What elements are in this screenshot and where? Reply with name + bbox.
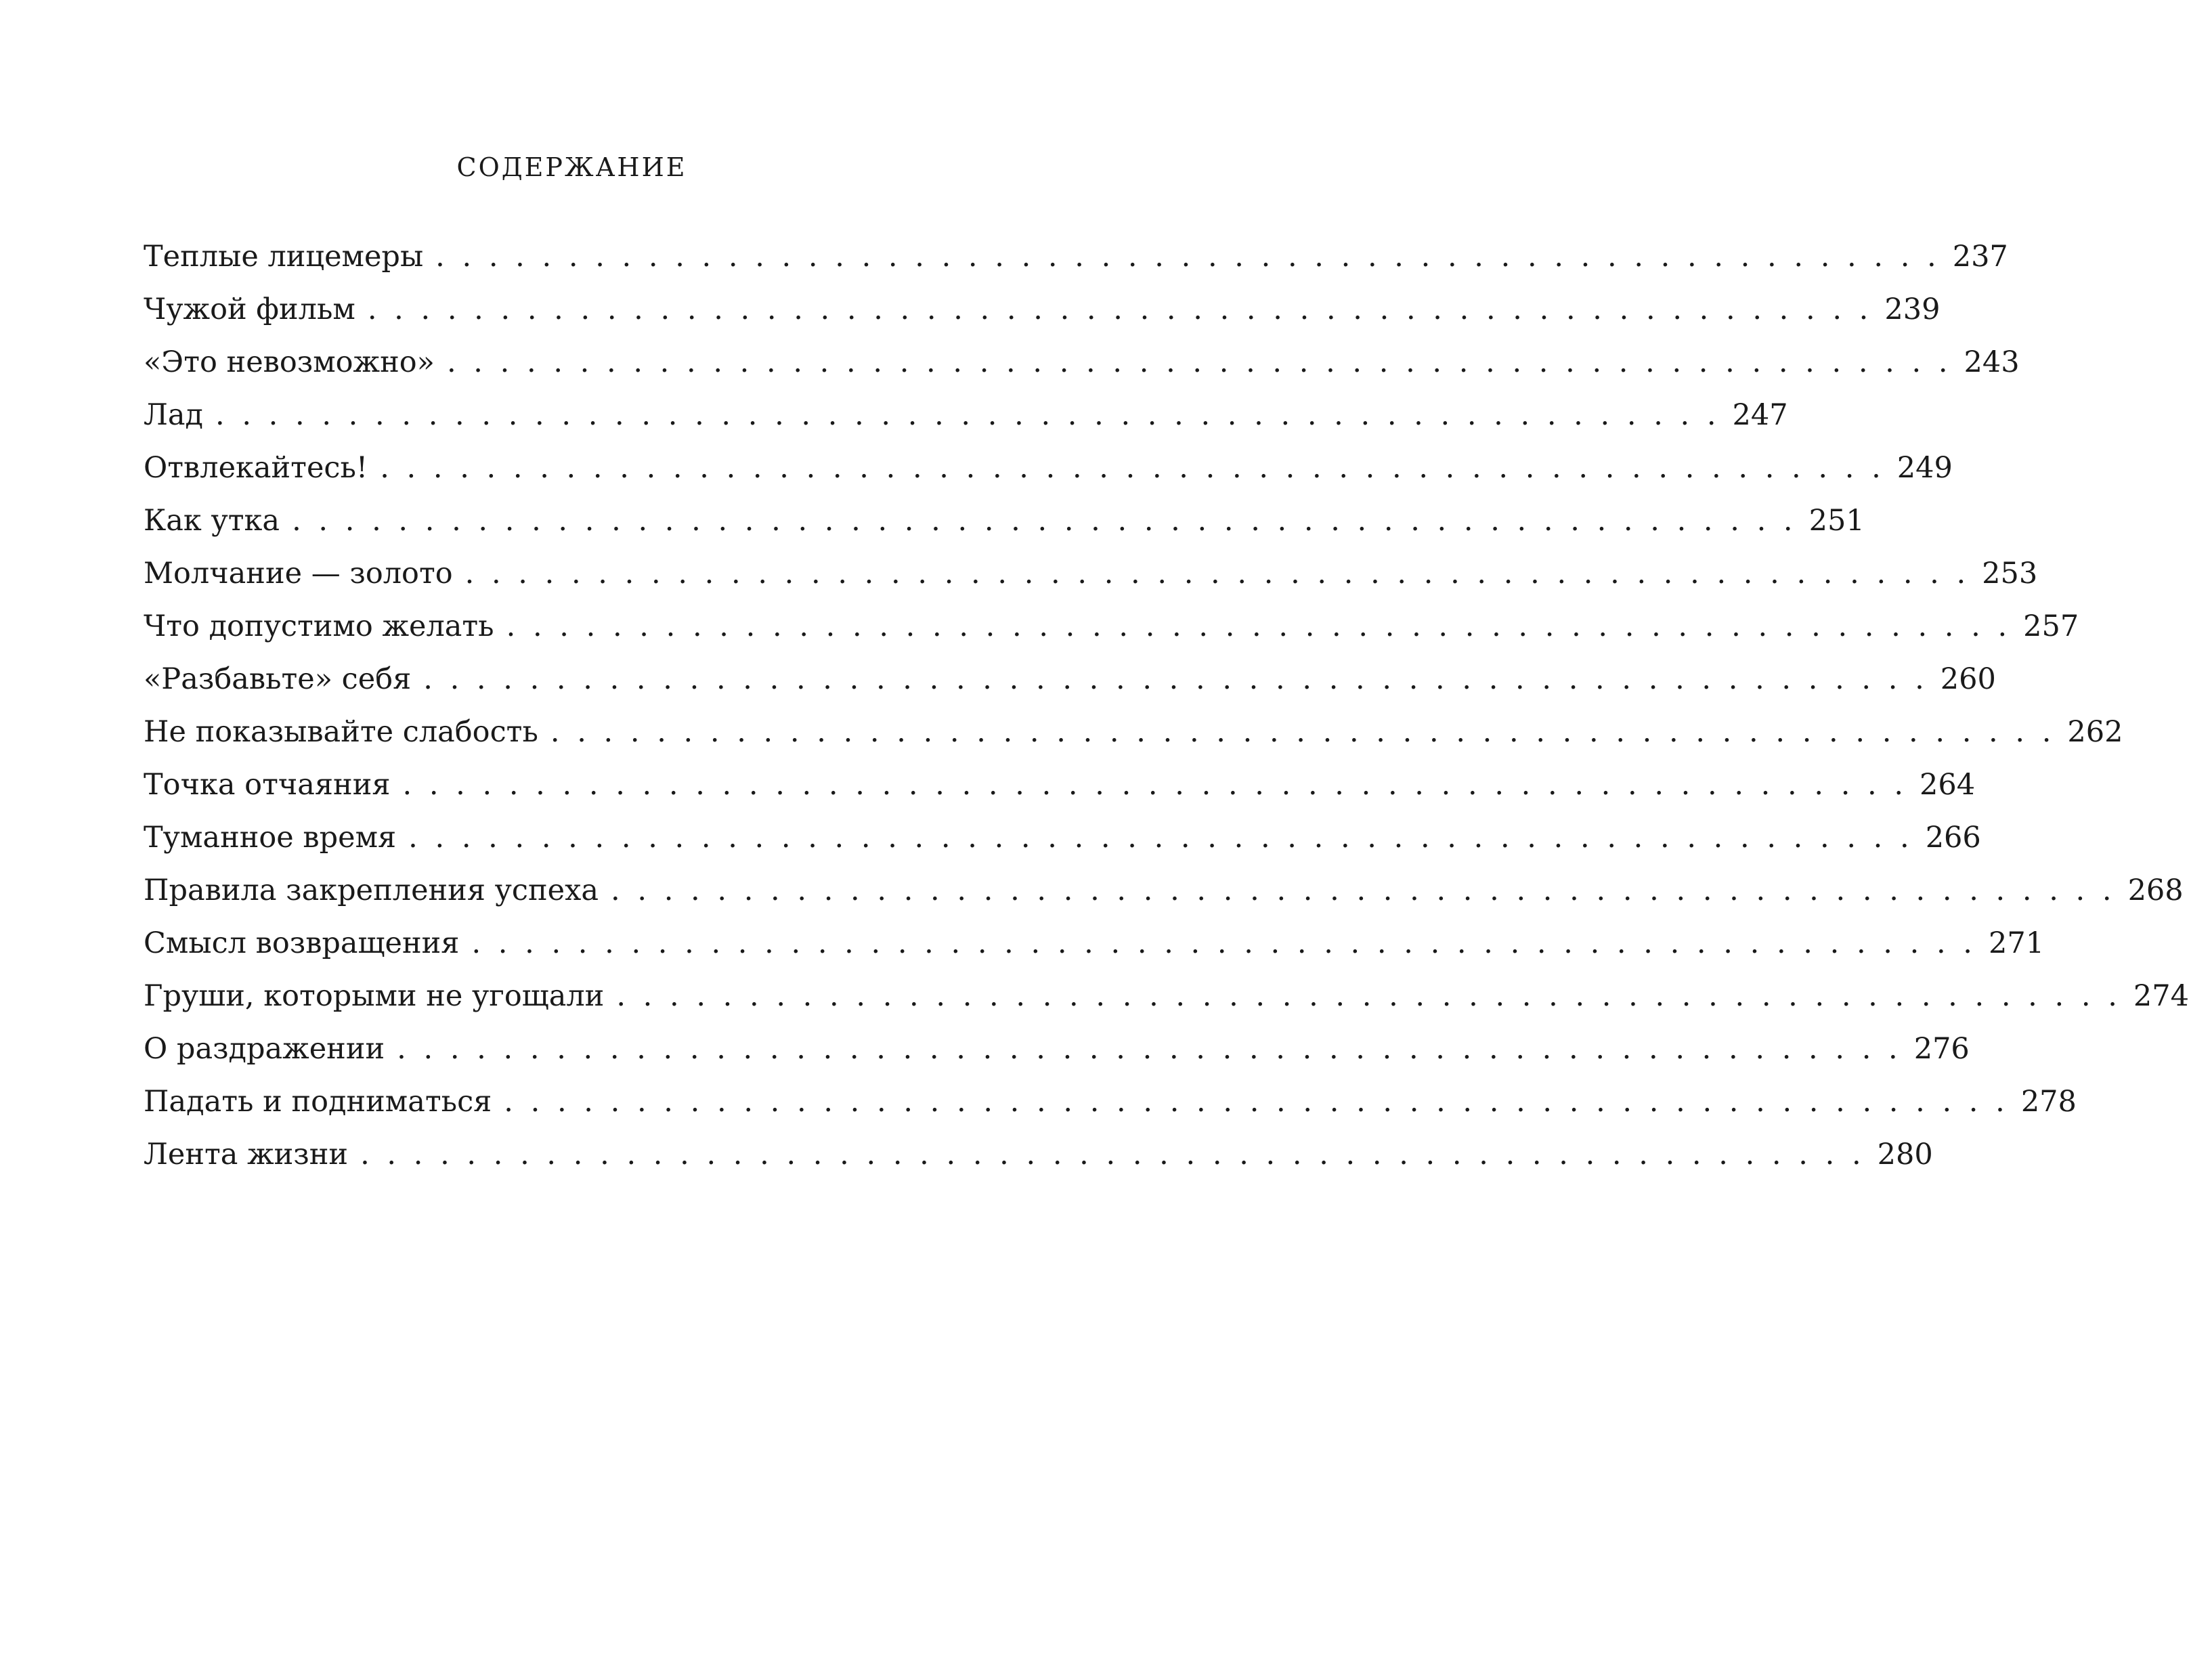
toc-leader-dots: . . . . . . . . . . . . . . . . . . . . . . . . . . . . . . . . . . . . . . . . . . . . . . . . . . . . . . . . . xyxy=(471,926,1976,960)
toc-entry xyxy=(144,1128,1933,1181)
toc-leader-dots: . . . . . . . . . . . . . . . . . . . . . . . . . . . . . . . . . . . . . . . . . . . . . . . . . . . . . . . . . xyxy=(506,609,2012,643)
toc-leader-dots: . . . . . . . . . . . . . . . . . . . . . . . . . . . . . . . . . . . . . . . . . . . . . . . . . . . . . . . . . xyxy=(616,979,2121,1013)
toc-leader-dots: . . . . . . . . . . . . . . . . . . . . . . . . . . . . . . . . . . . . . . . . . . . . . . . . . . . . . . . . . xyxy=(397,1032,1902,1066)
toc-leader-dots: . . . . . . . . . . . . . . . . . . . . . . . . . . . . . . . . . . . . . . . . . . . . . . . . . . . . . . . . . xyxy=(360,1138,1865,1171)
toc-entry-title: Туманное время xyxy=(144,821,397,855)
toc-entry-page: 276 xyxy=(1913,1032,1970,1066)
toc-entry-title: Отвлекайтесь! xyxy=(144,451,368,485)
toc-leader-dots: . . . . . . . . . . . . . . . . . . . . . . . . . . . . . . . . . . . . . . . . . . . . . . . . . . . . . . . . . xyxy=(435,240,1941,274)
toc-entry xyxy=(144,706,2123,758)
toc-entry-title: Что допустимо желать xyxy=(144,609,494,643)
toc-entry-title: Чужой фильм xyxy=(144,293,355,326)
toc-entry xyxy=(144,970,2189,1022)
toc-leader-dots: . . . . . . . . . . . . . . . . . . . . . . . . . . . . . . . . . . . . . . . . . . . . . . . . . . . . . . . . . xyxy=(408,821,1913,855)
toc-entry-title: Теплые лицемеры xyxy=(144,240,424,274)
toc-leader-dots: . . . . . . . . . . . . . . . . . . . . . . . . . . . . . . . . . . . . . . . . . . . . . . . . . . . . . . . . . xyxy=(380,451,1885,485)
toc-entry-page: 249 xyxy=(1897,451,1953,485)
toc-entry-page: 260 xyxy=(1940,662,1996,696)
toc-leader-dots: . . . . . . . . . . . . . . . . . . . . . . . . . . . . . . . . . . . . . . . . . . . . . . . . . . . . . . . . . xyxy=(446,345,1952,379)
toc-leader-dots: . . . . . . . . . . . . . . . . . . . . . . . . . . . . . . . . . . . . . . . . . . . . . . . . . . . . . . . . . xyxy=(292,504,1797,538)
toc-entry xyxy=(144,336,2020,389)
toc-entry-page: 247 xyxy=(1732,398,1788,432)
toc-leader-dots: . . . . . . . . . . . . . . . . . . . . . . . . . . . . . . . . . . . . . . . . . . . . . . . . . . . . . . . . . xyxy=(550,715,2056,749)
toc-leader-dots: . . . . . . . . . . . . . . . . . . . . . . . . . . . . . . . . . . . . . . . . . . . . . . . . . . . . . . . . . xyxy=(611,874,2116,907)
toc-entry-title: Лад xyxy=(144,398,203,432)
toc-entry-page: 266 xyxy=(1925,821,1981,855)
toc-entry-title: Молчание — золото xyxy=(144,557,453,590)
toc-entry xyxy=(144,283,1941,336)
toc-entry-page: 253 xyxy=(1982,557,2038,590)
toc-entry xyxy=(144,1022,1970,1075)
toc-entry-title: «Это невозможно» xyxy=(144,345,435,379)
toc-entry-page: 264 xyxy=(1920,768,1976,802)
toc-entry-page: 239 xyxy=(1884,293,1941,326)
toc-entry-page: 237 xyxy=(1952,240,2008,274)
toc-entry-page: 274 xyxy=(2133,979,2189,1013)
toc-entry xyxy=(144,600,2079,653)
toc-entry-page: 262 xyxy=(2067,715,2123,749)
toc-entry xyxy=(144,811,1981,864)
toc-leader-dots: . . . . . . . . . . . . . . . . . . . . . . . . . . . . . . . . . . . . . . . . . . . . . . . . . . . . . . . . . xyxy=(504,1085,2009,1119)
toc-leader-dots: . . . . . . . . . . . . . . . . . . . . . . . . . . . . . . . . . . . . . . . . . . . . . . . . . . . . . . . . . xyxy=(402,768,1908,802)
toc-entry-title: Не показывайте слабость xyxy=(144,715,538,749)
toc-entry xyxy=(144,864,2184,917)
toc-entry xyxy=(144,389,1788,441)
toc-entry-title: Смысл возвращения xyxy=(144,926,460,960)
toc-entry-title: «Разбавьте» себя xyxy=(144,662,412,696)
toc-entry-title: Падать и подниматься xyxy=(144,1085,492,1119)
toc-entry-title: Правила закрепления успеха xyxy=(144,874,599,907)
toc-entry-page: 271 xyxy=(1988,926,2045,960)
toc-entry-page: 243 xyxy=(1964,345,2020,379)
toc-entry-page: 278 xyxy=(2020,1085,2077,1119)
toc-entry-page: 251 xyxy=(1808,504,1865,538)
toc-entry-title: Лента жизни xyxy=(144,1138,349,1171)
toc-entry-title: О раздражении xyxy=(144,1032,385,1066)
toc-entry xyxy=(144,1075,2077,1128)
toc-entry xyxy=(144,547,2038,600)
toc-leader-dots: . . . . . . . . . . . . . . . . . . . . . . . . . . . . . . . . . . . . . . . . . . . . . . . . . . . . . . . . . xyxy=(423,662,1928,696)
toc-entry-page: 257 xyxy=(2023,609,2079,643)
toc-entry-page: 280 xyxy=(1877,1138,1933,1171)
toc-leader-dots: . . . . . . . . . . . . . . . . . . . . . . . . . . . . . . . . . . . . . . . . . . . . . . . . . . . . . . . . . xyxy=(215,398,1720,432)
toc-list xyxy=(144,230,2189,1181)
toc-entry xyxy=(144,758,1976,811)
toc-entry xyxy=(144,441,1953,494)
toc-leader-dots: . . . . . . . . . . . . . . . . . . . . . . . . . . . . . . . . . . . . . . . . . . . . . . . . . . . . . . . . . xyxy=(367,293,1873,326)
toc-entry xyxy=(144,494,1865,547)
toc-leader-dots: . . . . . . . . . . . . . . . . . . . . . . . . . . . . . . . . . . . . . . . . . . . . . . . . . . . . . . . . . xyxy=(464,557,1970,590)
toc-entry-title: Груши, которыми не угощали xyxy=(144,979,605,1013)
toc-entry-page: 268 xyxy=(2127,874,2184,907)
toc-heading: СОДЕРЖАНИЕ xyxy=(456,152,687,182)
toc-entry xyxy=(144,917,2045,970)
toc-entry xyxy=(144,653,1996,706)
toc-entry-title: Как утка xyxy=(144,504,280,538)
toc-entry xyxy=(144,230,2008,283)
toc-entry-title: Точка отчаяния xyxy=(144,768,391,802)
